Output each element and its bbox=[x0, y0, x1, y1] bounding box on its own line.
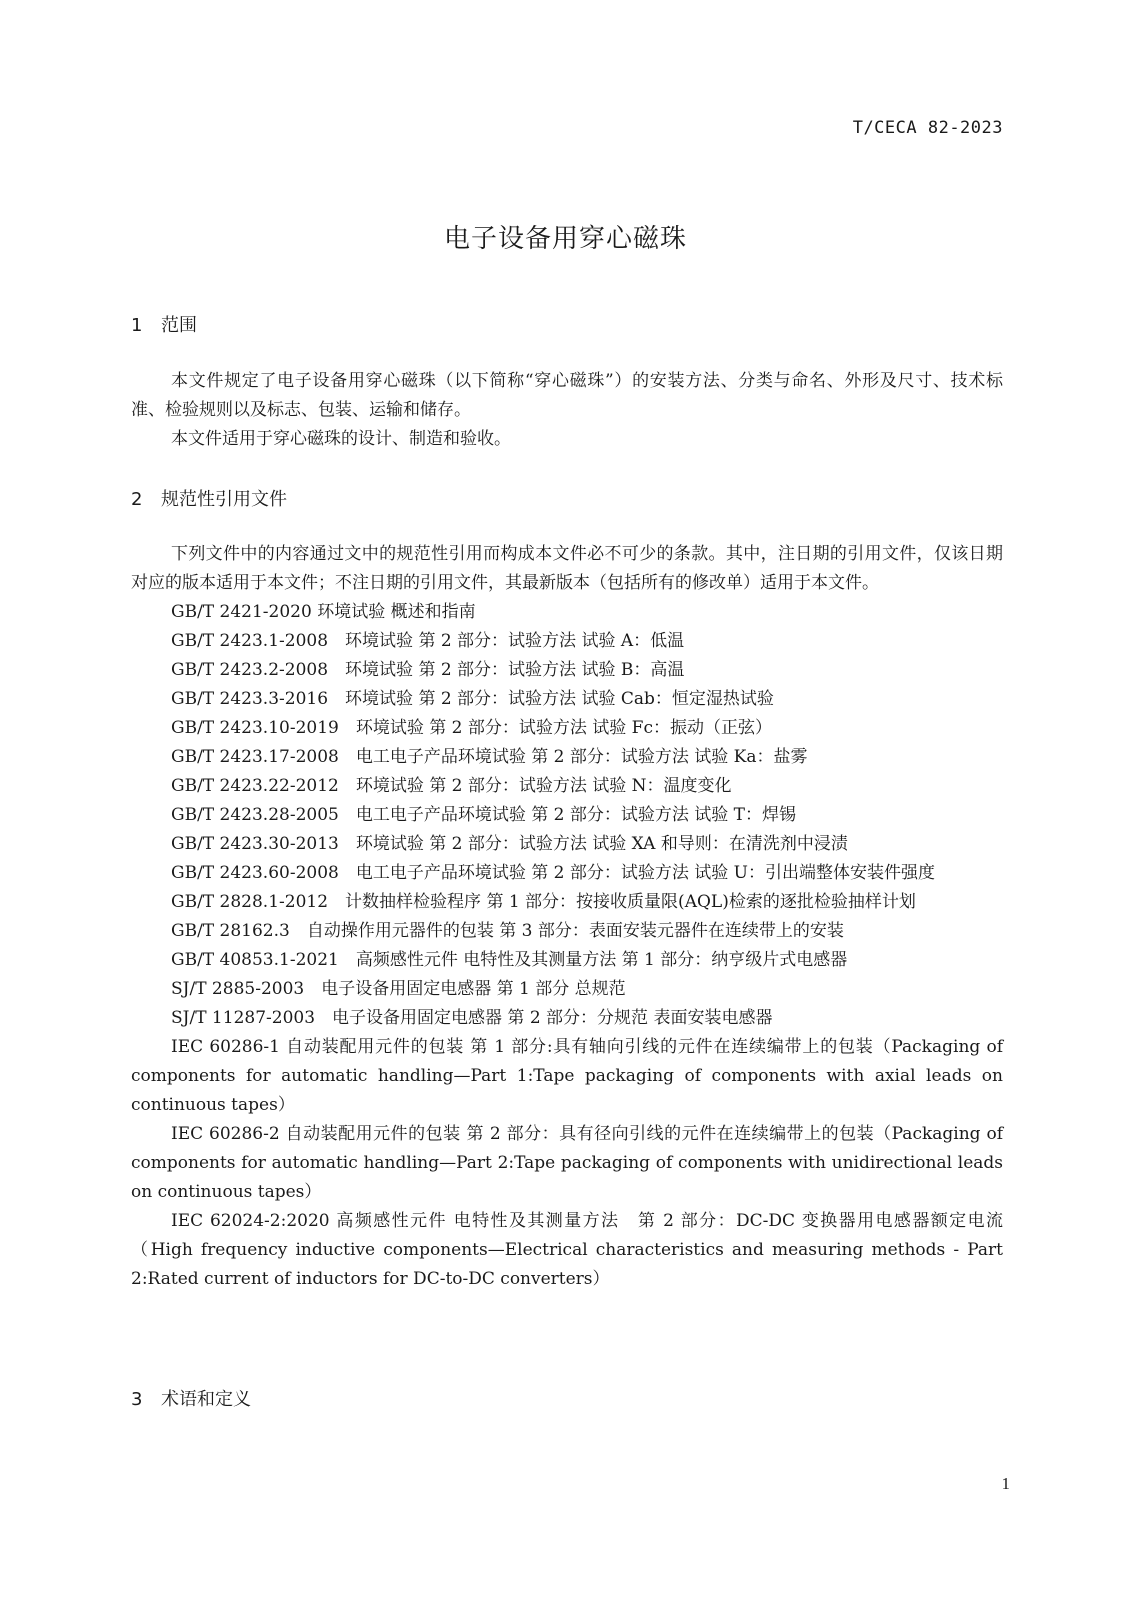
reference-item: GB/T 2423.2-2008 环境试验 第 2 部分：试验方法 试验 B：高温 bbox=[171, 660, 685, 680]
reference-item: GB/T 2423.10-2019 环境试验 第 2 部分：试验方法 试验 Fc：振动（正弦） bbox=[171, 718, 773, 738]
section-title: 术语和定义 bbox=[161, 1389, 251, 1410]
reference-item: GB/T 28162.3 自动操作用元器件的包装 第 3 部分：表面安装元器件在连续带上的安装 bbox=[171, 921, 844, 941]
section-heading-terms-and-definitions bbox=[131, 1385, 251, 1411]
section-title: 规范性引用文件 bbox=[161, 489, 287, 510]
section-title: 范围 bbox=[161, 315, 197, 336]
paragraph: 本文件适用于穿心磁珠的设计、制造和验收。 bbox=[171, 429, 511, 449]
standard-code: T/CECA 82-2023 bbox=[852, 118, 1003, 138]
reference-item: SJ/T 11287-2003 电子设备用固定电感器 第 2 部分：分规范 表面安装电感器 bbox=[171, 1008, 773, 1028]
section-number: 2 bbox=[131, 489, 143, 510]
reference-item: IEC 62024-2:2020 高频感性元件 电特性及其测量方法 第 2 部分：DC-DC 变换器用电感器额定电流（High frequency inductive components—Electrical characteristics and measuring methods - Part 2:Rated current of inductors for DC-to-DC converters） bbox=[131, 1211, 1003, 1289]
reference-item: IEC 60286-2 自动装配用元件的包装 第 2 部分：具有径向引线的元件在连续编带上的包装（Packaging of components for automatic handling—Part 2:Tape packaging of components with unidirectional leads on continuous tapes） bbox=[131, 1124, 1003, 1202]
paragraph: 本文件规定了电子设备用穿心磁珠（以下简称“穿心磁珠”）的安装方法、分类与命名、外形及尺寸、技术标准、检验规则以及标志、包装、运输和储存。 bbox=[131, 371, 1003, 420]
reference-item: GB/T 2421-2020 环境试验 概述和指南 bbox=[171, 602, 476, 622]
reference-item: GB/T 2423.22-2012 环境试验 第 2 部分：试验方法 试验 N：温度变化 bbox=[171, 776, 732, 796]
reference-item: GB/T 2423.28-2005 电工电子产品环境试验 第 2 部分：试验方法 试验 T：焊锡 bbox=[171, 805, 797, 825]
document-title: 电子设备用穿心磁珠 bbox=[443, 224, 687, 254]
reference-item: GB/T 2423.60-2008 电工电子产品环境试验 第 2 部分：试验方法 试验 U：引出端整体安装件强度 bbox=[171, 863, 936, 883]
normative-references-body bbox=[131, 540, 1003, 1294]
section-number: 1 bbox=[131, 315, 143, 336]
reference-item: GB/T 2423.3-2016 环境试验 第 2 部分：试验方法 试验 Cab：恒定湿热试验 bbox=[171, 689, 774, 709]
reference-item: SJ/T 2885-2003 电子设备用固定电感器 第 1 部分 总规范 bbox=[171, 979, 626, 999]
reference-item: GB/T 2423.17-2008 电工电子产品环境试验 第 2 部分：试验方法 试验 Ka：盐雾 bbox=[171, 747, 808, 767]
reference-item: GB/T 40853.1-2021 高频感性元件 电特性及其测量方法 第 1 部分：纳亨级片式电感器 bbox=[171, 950, 848, 970]
reference-item: IEC 60286-1 自动装配用元件的包装 第 1 部分:具有轴向引线的元件在连续编带上的包装（Packaging of components for automatic handling—Part 1:Tape packaging of components with axial leads on continuous tapes） bbox=[131, 1037, 1003, 1115]
section-number: 3 bbox=[131, 1389, 143, 1410]
reference-item: GB/T 2423.30-2013 环境试验 第 2 部分：试验方法 试验 XA 和导则：在清洗剂中浸渍 bbox=[171, 834, 848, 854]
page-number: 1 bbox=[1001, 1474, 1010, 1493]
reference-item: GB/T 2828.1-2012 计数抽样检验程序 第 1 部分：按接收质量限(AQL)检索的逐批检验抽样计划 bbox=[171, 892, 916, 912]
section-heading-scope bbox=[131, 311, 197, 337]
section-heading-normative-references bbox=[131, 485, 287, 511]
scope-body bbox=[131, 367, 1003, 454]
references-intro: 下列文件中的内容通过文中的规范性引用而构成本文件必不可少的条款。其中，注日期的引用文件，仅该日期对应的版本适用于本文件；不注日期的引用文件，其最新版本（包括所有的修改单）适用于本文件。 bbox=[131, 544, 1003, 593]
reference-item: GB/T 2423.1-2008 环境试验 第 2 部分：试验方法 试验 A：低温 bbox=[171, 631, 685, 651]
